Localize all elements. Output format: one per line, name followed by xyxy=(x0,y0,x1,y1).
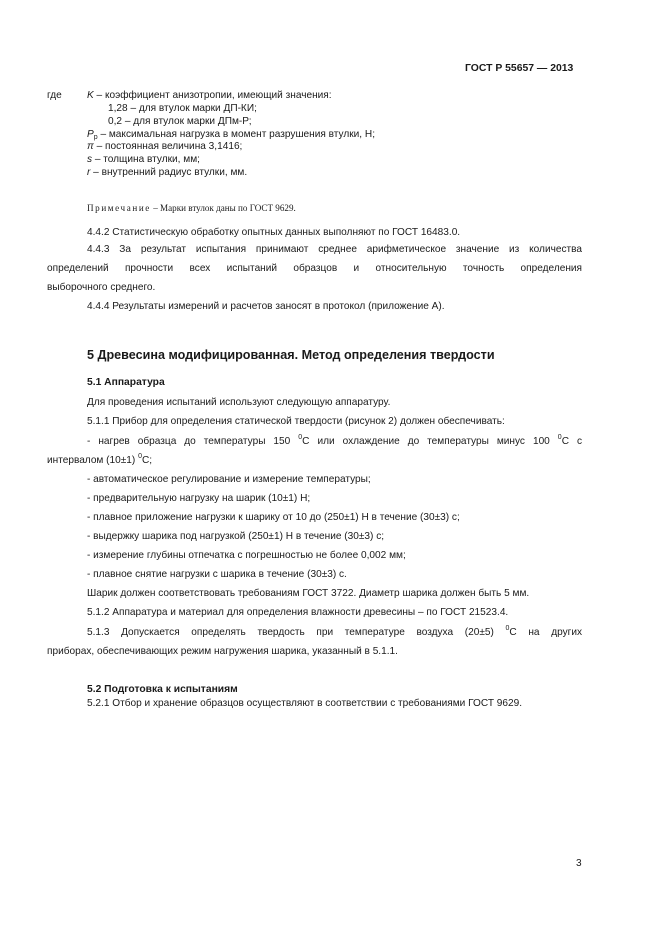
k-definition: K – коэффициент анизотропии, имеющий значения: xyxy=(87,90,332,101)
paragraph-5-1-3-line-2: приборах, обеспечивающих режим нагружения шарика, указанный в 5.1.1. xyxy=(47,646,398,657)
paragraph-4-4-3-line-3: выборочного среднего. xyxy=(47,282,156,293)
heating-requirement-line-2: интервалом (10±1) $^0$С; xyxy=(47,453,153,466)
where-lead: где xyxy=(47,90,62,101)
page-number: 3 xyxy=(576,858,582,869)
requirement-item: - автоматическое регулирование и измерение температуры; xyxy=(87,474,371,485)
requirement-item: - измерение глубины отпечатка с погрешностью не более 0,002 мм; xyxy=(87,550,406,561)
requirement-item: - выдержку шарика под нагрузкой (250±1) Н в течение (30±3) с; xyxy=(87,531,385,542)
r-definition: r – внутренний радиус втулки, мм. xyxy=(87,167,248,178)
paragraph-5-2-1: 5.2.1 Отбор и хранение образцов осуществляют в соответствии с требованиями ГОСТ 9629. xyxy=(87,698,523,709)
paragraph-5-1-1: 5.1.1 Прибор для определения статической твердости (рисунок 2) должен обеспечивать: xyxy=(87,416,505,427)
paragraph-5-1-3-line-1: 5.1.3 Допускается определять твердость при температуре воздуха (20±5) $^0$С на других xyxy=(87,625,583,638)
paragraph-4-4-3-line-2: определений прочности всех испытаний образцов и относительную точность определения xyxy=(47,263,582,274)
paragraph-4-4-4: 4.4.4 Результаты измерений и расчетов заносят в протокол (приложение А). xyxy=(87,301,445,312)
paragraph-5-1-2: 5.1.2 Аппаратура и материал для определения влажности древесины – по ГОСТ 21523.4. xyxy=(87,607,509,618)
section-5-title: 5 Древесина модифицированная. Метод определения твердости xyxy=(87,348,495,362)
section-5-1-intro: Для проведения испытаний используют следующую аппаратуру. xyxy=(87,397,391,408)
paragraph-4-4-2: 4.4.2 Статистическую обработку опытных данных выполняют по ГОСТ 16483.0. xyxy=(87,227,461,238)
s-definition: s – толщина втулки, мм; xyxy=(87,154,200,165)
requirement-item: - предварительную нагрузку на шарик (10±1) Н; xyxy=(87,493,311,504)
k-value-2: 0,2 – для втулок марки ДПм-Р; xyxy=(108,116,252,127)
p-definition: $P_р$ – максимальная нагрузка в момент разрушения втулки, Н; xyxy=(87,129,375,141)
standard-header: ГОСТ Р 55657 — 2013 xyxy=(465,63,574,74)
section-5-2-title: 5.2 Подготовка к испытаниям xyxy=(87,684,238,695)
ball-requirement: Шарик должен соответствовать требованиям ГОСТ 3722. Диаметр шарика должен быть 5 мм. xyxy=(87,588,530,599)
k-value-1: 1,28 – для втулок марки ДП-КИ; xyxy=(108,103,257,114)
paragraph-4-4-3-line-1: 4.4.3 За результат испытания принимают среднее арифметическое значение из количества xyxy=(87,244,582,255)
note: Примечание – Марки втулок даны по ГОСТ 9629. xyxy=(87,203,296,213)
requirement-item: - плавное приложение нагрузки к шарику от 10 до (250±1) Н в течение (30±3) с; xyxy=(87,512,460,523)
heating-requirement-line-1: - нагрев образца до температуры 150 $^0$С или охлаждение до температуры минус 100 $^0$С с xyxy=(87,434,583,447)
section-5-1-title: 5.1 Аппаратура xyxy=(87,377,165,388)
requirement-item: - плавное снятие нагрузки с шарика в течение (30±3) с. xyxy=(87,569,347,580)
pi-definition: π – постоянная величина 3,1416; xyxy=(87,141,243,152)
